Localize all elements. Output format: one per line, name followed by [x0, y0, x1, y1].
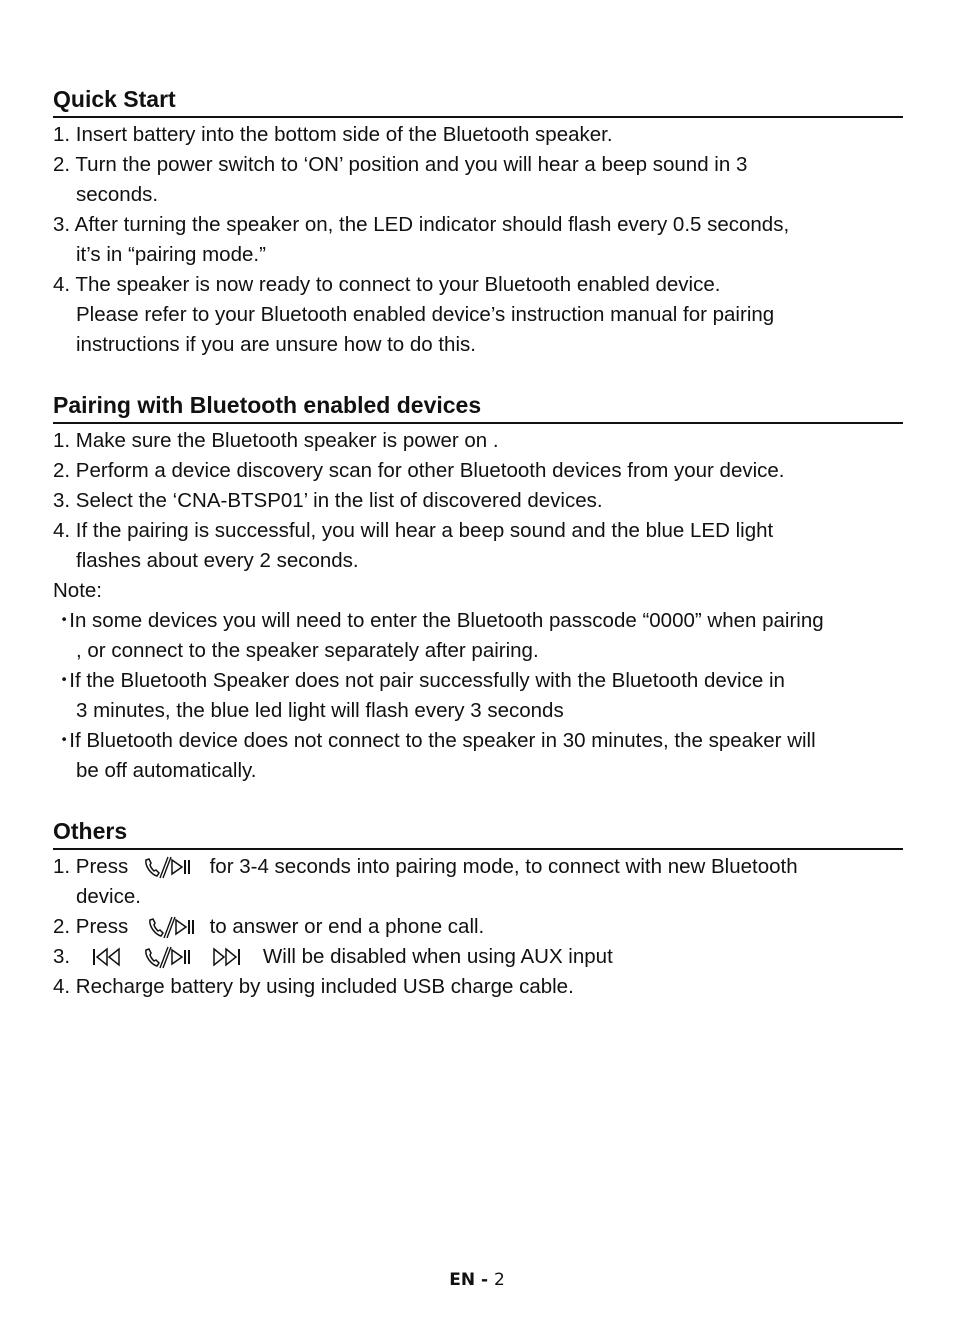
pairing-line: flashes about every 2 seconds.	[76, 549, 359, 572]
others-line-4: 4. Recharge battery by using included USB charge cable.	[53, 975, 574, 998]
others-line-3-prefix: 3.	[53, 945, 71, 968]
quick-start-title: Quick Start	[53, 84, 903, 118]
quick-start-line: Please refer to your Bluetooth enabled device’s instruction manual for pairing	[76, 303, 775, 326]
others-line-2-prefix: 2. Press	[53, 915, 129, 938]
others-line-2-suffix: to answer or end a phone call.	[209, 915, 485, 938]
note-label: Note:	[53, 579, 102, 602]
phone-play-pause-icon	[144, 856, 192, 880]
others-line-1-cont: device.	[76, 885, 141, 908]
note-bullet-cont: be off automatically.	[76, 759, 257, 782]
others-line-3	[53, 942, 903, 972]
quick-start-line: instructions if you are unsure how to do this.	[76, 333, 476, 356]
pairing-line: 4. If the pairing is successful, you will hear a beep sound and the blue LED light	[53, 519, 774, 542]
quick-start-line: 2. Turn the power switch to ‘ON’ position and you will hear a beep sound in 3	[53, 153, 748, 176]
others-line-3-suffix: Will be disabled when using AUX input	[262, 945, 613, 968]
others-line-2	[53, 912, 903, 942]
page-number: 2	[493, 1270, 505, 1290]
quick-start-line: it’s in “pairing mode.”	[76, 243, 266, 266]
note-bullet: ･If Bluetooth device does not connect to the speaker in 30 minutes, the speaker will	[59, 729, 816, 752]
pairing-line: 3. Select the ‘CNA-BTSP01’ in the list of discovered devices.	[53, 489, 603, 512]
manual-page	[53, 84, 903, 1002]
note-bullet: ･If the Bluetooth Speaker does not pair successfully with the Bluetooth device in	[59, 669, 785, 692]
phone-play-pause-icon	[144, 946, 192, 970]
quick-start-line: 4. The speaker is now ready to connect to your Bluetooth enabled device.	[53, 273, 721, 296]
quick-start-line: 3. After turning the speaker on, the LED indicator should flash every 0.5 seconds,	[53, 213, 790, 236]
next-track-icon	[213, 946, 243, 970]
pairing-section	[53, 390, 903, 786]
others-section	[53, 816, 903, 1002]
pairing-line: 2. Perform a device discovery scan for other Bluetooth devices from your device.	[53, 459, 785, 482]
note-bullet-cont: , or connect to the speaker separately after pairing.	[76, 639, 539, 662]
quick-start-line: 1. Insert battery into the bottom side of the Bluetooth speaker.	[53, 123, 613, 146]
others-line-1-suffix: for 3-4 seconds into pairing mode, to connect with new Bluetooth	[209, 855, 798, 878]
others-title: Others	[53, 816, 903, 850]
footer-lang: EN	[449, 1270, 476, 1290]
footer-separator: -	[475, 1270, 494, 1290]
note-bullet: ･In some devices you will need to enter the Bluetooth passcode “0000” when pairing	[59, 609, 824, 632]
quick-start-line: seconds.	[76, 183, 159, 206]
page-footer	[0, 1270, 954, 1290]
others-line-1	[53, 852, 903, 882]
pairing-line: 1. Make sure the Bluetooth speaker is power on .	[53, 429, 499, 452]
previous-track-icon	[92, 946, 122, 970]
phone-play-pause-icon	[148, 916, 196, 940]
quick-start-section	[53, 84, 903, 360]
others-line-1-prefix: 1. Press	[53, 855, 129, 878]
note-bullet-cont: 3 minutes, the blue led light will flash every 3 seconds	[76, 699, 564, 722]
pairing-title: Pairing with Bluetooth enabled devices	[53, 390, 903, 424]
